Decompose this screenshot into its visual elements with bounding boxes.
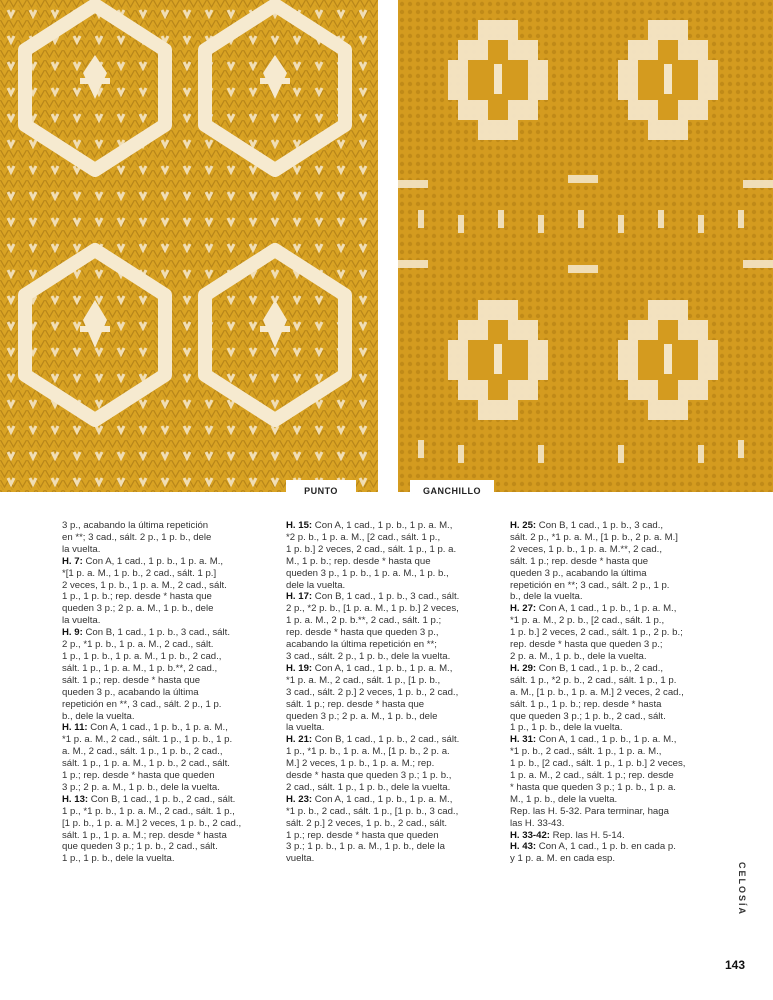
instruction-line [510, 770, 728, 782]
instruction-text: M., 1 p. b., dele la vuelta. [510, 793, 618, 805]
instruction-text: sált. 1 p.; rep. desde * hasta que [62, 674, 201, 686]
row-number: H. 43: [510, 841, 537, 853]
instruction-line [286, 627, 504, 639]
instruction-line [510, 520, 728, 532]
instruction-text: 1 p. b., [2 cad., sált. 1 p., 1 p. b.] 2 veces, [510, 758, 686, 770]
instruction-text: desde * hasta que queden 3 p.; 1 p. b., [286, 770, 452, 782]
instruction-line [510, 794, 728, 806]
instruction-text: 3 p.; 1 p. b., 1 p. a. M., 1 p. b., dele la [286, 841, 445, 853]
instruction-line [62, 651, 280, 663]
instruction-line [62, 841, 280, 853]
instruction-text: en **; 3 cad., sált. 2 p., 1 p. b., dele [62, 531, 212, 543]
instruction-line [62, 770, 280, 782]
instruction-line [286, 699, 504, 711]
instruction-line [510, 627, 728, 639]
instruction-line [286, 568, 504, 580]
instruction-line [510, 675, 728, 687]
instruction-text: 1 p. b.] 2 veces, 2 cad., sált. 1 p., 2 p. b.; [510, 627, 683, 639]
instruction-line [62, 639, 280, 651]
instruction-text: rep. desde * hasta que queden 3 p.; [510, 639, 663, 651]
instruction-text: que queden 3 p.; 1 p. b., 2 cad., sált. [510, 710, 666, 722]
instruction-text: queden 3 p., acabando la última [62, 686, 199, 698]
row-number: H. 7: [62, 555, 83, 567]
instruction-text: 1 p., 1 p. b., dele la vuelta. [62, 853, 175, 865]
instruction-text: 2 p., *2 p. b., [1 p. a. M., 1 p. b.] 2 veces, [286, 603, 459, 615]
instruction-text: repetición en **, 3 cad., sált. 2 p., 1 p. [62, 698, 222, 710]
instruction-text: la vuelta. [286, 722, 325, 734]
instruction-text: [1 p. b., 1 p. a. M.] 2 veces, 1 p. b., 2 cad., [62, 817, 242, 829]
instruction-line [62, 556, 280, 568]
instruction-line [62, 544, 280, 556]
instruction-text: la vuelta. [62, 543, 101, 555]
instruction-text: 1 p., *1 p. b., 1 p. a. M., 2 cad., sált. 1 p., [62, 805, 235, 817]
instruction-text: 1 p. a. M., 2 cad., sált. 1 p.; rep. desde [510, 770, 674, 782]
instruction-line [510, 580, 728, 592]
instruction-line [62, 627, 280, 639]
instruction-text: rep. desde * hasta que queden 3 p., [286, 627, 439, 639]
instruction-line [62, 603, 280, 615]
instruction-line [510, 818, 728, 830]
instruction-text: 1 p., 1 p. b., 1 p. a. M., 1 p. b., 2 cad., [62, 650, 222, 662]
instruction-line [286, 830, 504, 842]
instruction-text: 3 cad., sált. 2 p., 1 p. b., dele la vuelta. [286, 650, 451, 662]
instruction-text: sált. 1 p., 1 p. a. M., 1 p. b., 2 cad., sált. [62, 758, 230, 770]
instruction-line [62, 794, 280, 806]
instruction-line [510, 758, 728, 770]
instruction-line [286, 615, 504, 627]
instruction-text: que queden 3 p.; 1 p. b., 2 cad., sált. [62, 841, 218, 853]
instruction-line [62, 711, 280, 723]
instruction-text: Con A, 1 cad., 1 p. b., 1 p. a. M., [82, 555, 224, 567]
instruction-text: 1 p., *1 p. b., 1 p. a. M., [1 p. b., 2 p. a. [286, 746, 450, 758]
instruction-text: Rep. las H. 5-32. Para terminar, haga [510, 805, 669, 817]
row-number: H. 23: [286, 793, 313, 805]
instruction-text: Con B, 1 cad., 1 p. b., 3 cad., sált. [82, 627, 230, 639]
instruction-text: Con A, 1 cad., 1 p. b., 1 p. a. M., [536, 734, 677, 746]
instruction-line [510, 603, 728, 615]
instruction-line [62, 853, 280, 865]
instruction-line [510, 544, 728, 556]
instruction-text: * hasta que queden 3 p.; 1 p. b., 1 p. a. [510, 781, 676, 793]
instruction-line [510, 568, 728, 580]
section-side-title: CELOSÍA [737, 862, 747, 917]
instruction-line [62, 615, 280, 627]
page-number: 143 [725, 958, 746, 972]
instructions-column-3 [510, 520, 728, 865]
instruction-line [286, 758, 504, 770]
instruction-text: 1 p.; rep. desde * hasta que queden [62, 770, 215, 782]
instruction-text: Con A, 1 cad., 1 p. b., 1 p. a. M., [536, 603, 677, 615]
instruction-line [510, 734, 728, 746]
instruction-text: 2 veces, 1 p. b., 1 p. a. M., 2 cad., sált. [62, 579, 227, 591]
instruction-text: Con B, 1 cad., 1 p. b., 3 cad., sált. [312, 591, 460, 603]
instruction-line [62, 532, 280, 544]
instruction-line [286, 782, 504, 794]
instruction-line [510, 711, 728, 723]
instruction-text: sált. 1 p., 1 p. b.; rep. desde * hasta [510, 698, 662, 710]
instruction-text: 1 p. b.] 2 veces, 2 cad., sált. 1 p., 1 p. a. [286, 543, 457, 555]
instruction-line [510, 651, 728, 663]
instruction-text: queden 3 p., acabando la última [510, 567, 647, 579]
instruction-text: Rep. las H. 5-14. [550, 829, 625, 841]
row-number: H. 33-42: [510, 829, 550, 841]
instruction-text: 3 cad., sált. 2 p.] 2 veces, 1 p. b., 2 cad., [286, 686, 459, 698]
instruction-text: queden 3 p.; 2 p. a. M., 1 p. b., dele [62, 603, 214, 615]
instruction-text: *[1 p. a. M., 1 p. b., 2 cad., sált. 1 p.] [62, 567, 217, 579]
instruction-line [286, 853, 504, 865]
instruction-text: b., dele la vuelta. [62, 710, 135, 722]
instruction-text: M., 1 p. b.; rep. desde * hasta que [286, 555, 431, 567]
instruction-line [286, 603, 504, 615]
instruction-text: sált. 2 p.] 2 veces, 1 p. b., 2 cad., sált. [286, 817, 448, 829]
row-number: H. 15: [286, 520, 313, 531]
instruction-line [62, 568, 280, 580]
instruction-text: Con B, 1 cad., 1 p. b., 2 cad., [536, 662, 664, 674]
instruction-line [62, 806, 280, 818]
instruction-line [62, 699, 280, 711]
instruction-line [62, 830, 280, 842]
instruction-line [286, 651, 504, 663]
instruction-line [286, 639, 504, 651]
instruction-text: 2 p., *1 p. b., 1 p. a. M., 2 cad., sált. [62, 639, 214, 651]
instruction-text: sált. 1 p.; rep. desde * hasta que [286, 698, 425, 710]
instruction-text: repetición en **; 3 cad., sált. 2 p., 1 p. [510, 579, 670, 591]
instruction-text: 1 p. a. M., 2 p. b.**, 2 cad., sált. 1 p.; [286, 615, 442, 627]
instructions-column-2 [286, 520, 504, 865]
instruction-text: *1 p. b., 2 cad., sált. 1 p., 1 p. a. M., [510, 746, 662, 758]
instruction-text: acabando la última repetición en **; [286, 639, 437, 651]
instruction-text: vuelta. [286, 853, 315, 865]
instruction-text: 2 veces, 1 p. b., 1 p. a. M.**, 2 cad., [510, 543, 662, 555]
instruction-line [286, 675, 504, 687]
instruction-line [286, 532, 504, 544]
instruction-text: a. M., [1 p. b., 1 p. a. M.] 2 veces, 2 cad., [510, 686, 684, 698]
instruction-line [286, 711, 504, 723]
instruction-line [62, 663, 280, 675]
instruction-text: sált. 1 p., 1 p. a. M., 1 p. b.**, 2 cad., [62, 662, 218, 674]
instruction-line [286, 770, 504, 782]
instruction-text: sált. 2 p., *1 p. a. M., [1 p. b., 2 p. a. M.] [510, 531, 678, 543]
instruction-line [510, 746, 728, 758]
instruction-line [286, 841, 504, 853]
instruction-line [286, 734, 504, 746]
photo-label-ganchillo: GANCHILLO [410, 480, 494, 502]
instruction-text: Con B, 1 cad., 1 p. b., 2 cad., sált. [312, 734, 460, 746]
instruction-line [510, 591, 728, 603]
instruction-text: *1 p. a. M., 2 cad., sált. 1 p., [1 p. b., [286, 674, 441, 686]
instruction-line [62, 580, 280, 592]
instruction-text: a. M., 2 cad., sált. 1 p., 1 p. b., 2 cad., [62, 746, 223, 758]
instruction-text: *1 p. b., 2 cad., sált. 1 p., [1 p. b., 3 cad., [286, 805, 459, 817]
row-number: H. 17: [286, 591, 313, 603]
instruction-text: 3 p.; 2 p. a. M., 1 p. b., dele la vuelta. [62, 781, 220, 793]
instruction-line [62, 591, 280, 603]
row-number: H. 21: [286, 734, 313, 746]
row-number: H. 25: [510, 520, 537, 531]
instruction-text: sált. 1 p., 1 p. a. M.; rep. desde * hasta [62, 829, 227, 841]
instruction-text: Con A, 1 cad., 1 p. b., 1 p. a. M., [312, 520, 453, 531]
instruction-text: 3 p., acabando la última repetición [62, 520, 209, 531]
instruction-text: las H. 33-43. [510, 817, 565, 829]
instruction-text: M.] 2 veces, 1 p. b., 1 p. a. M.; rep. [286, 758, 435, 770]
knit-swatch-photo [0, 0, 378, 492]
instruction-text: sált. 1 p., *2 p. b., 2 cad., sált. 1 p., 1 p. [510, 674, 677, 686]
instruction-line [62, 734, 280, 746]
photo-label-punto: PUNTO [286, 480, 356, 502]
instruction-text: 1 p.; rep. desde * hasta que queden [286, 829, 439, 841]
instruction-line [286, 687, 504, 699]
row-number: H. 27: [510, 603, 537, 615]
row-number: H. 31: [510, 734, 537, 746]
row-number: H. 11: [62, 722, 88, 734]
instruction-line [510, 639, 728, 651]
instruction-line [62, 746, 280, 758]
instruction-text: queden 3 p.; 2 p. a. M., 1 p. b., dele [286, 710, 438, 722]
instruction-line [510, 532, 728, 544]
instruction-text: *2 p. b., 1 p. a. M., [2 cad., sált. 1 p., [286, 531, 441, 543]
instruction-text: Con B, 1 cad., 1 p. b., 3 cad., [536, 520, 664, 531]
instruction-line [286, 722, 504, 734]
instruction-text: Con A, 1 cad., 1 p. b. en cada p. [536, 841, 676, 853]
instruction-line [510, 830, 728, 842]
instruction-line [510, 699, 728, 711]
instruction-line [286, 520, 504, 532]
crochet-swatch-photo [398, 0, 773, 492]
instruction-line [286, 818, 504, 830]
instruction-line [62, 687, 280, 699]
instruction-line [510, 722, 728, 734]
row-number: H. 29: [510, 662, 537, 674]
instruction-text: b., dele la vuelta. [510, 591, 583, 603]
instruction-line [62, 818, 280, 830]
instruction-text: Con A, 1 cad., 1 p. b., 1 p. a. M., [87, 722, 228, 734]
instruction-text: *1 p. a. M., 2 cad., sált. 1 p., 1 p. b., 1 p. [62, 734, 233, 746]
instruction-line [510, 853, 728, 865]
instruction-line [62, 520, 280, 532]
instructions-column-1 [62, 520, 280, 865]
instruction-line [510, 615, 728, 627]
instruction-text: Con B, 1 cad., 1 p. b., 2 cad., sált. [88, 793, 236, 805]
instruction-line [62, 782, 280, 794]
instruction-line [510, 663, 728, 675]
instruction-line [62, 758, 280, 770]
instruction-line [286, 806, 504, 818]
instruction-line [286, 580, 504, 592]
instruction-text: *1 p. a. M., 2 p. b., [2 cad., sált. 1 p., [510, 615, 665, 627]
instruction-line [286, 591, 504, 603]
instruction-line [286, 746, 504, 758]
instruction-text: 2 cad., sált. 1 p., 1 p. b., dele la vuelta. [286, 781, 451, 793]
instruction-text: 1 p., 1 p. b.; rep. desde * hasta que [62, 591, 212, 603]
instruction-line [286, 663, 504, 675]
instruction-line [510, 556, 728, 568]
instruction-text: Con A, 1 cad., 1 p. b., 1 p. a. M., [312, 662, 453, 674]
instruction-line [510, 687, 728, 699]
instruction-line [510, 806, 728, 818]
row-number: H. 13: [62, 793, 89, 805]
instruction-line [286, 544, 504, 556]
row-number: H. 19: [286, 662, 313, 674]
instruction-line [510, 782, 728, 794]
instruction-text: Con A, 1 cad., 1 p. b., 1 p. a. M., [312, 793, 453, 805]
instruction-text: y 1 p. a. M. en cada esp. [510, 853, 616, 865]
instruction-text: 2 p. a. M., 1 p. b., dele la vuelta. [510, 650, 647, 662]
instruction-line [286, 794, 504, 806]
instruction-text: 1 p., 1 p. b., dele la vuelta. [510, 722, 623, 734]
instruction-line [510, 841, 728, 853]
instruction-text: la vuelta. [62, 615, 101, 627]
instruction-text: queden 3 p., 1 p. b., 1 p. a. M., 1 p. b., [286, 567, 449, 579]
instruction-line [62, 722, 280, 734]
instruction-text: sált. 1 p.; rep. desde * hasta que [510, 555, 649, 567]
instruction-text: dele la vuelta. [286, 579, 346, 591]
row-number: H. 9: [62, 627, 83, 639]
instruction-line [286, 556, 504, 568]
instruction-line [62, 675, 280, 687]
